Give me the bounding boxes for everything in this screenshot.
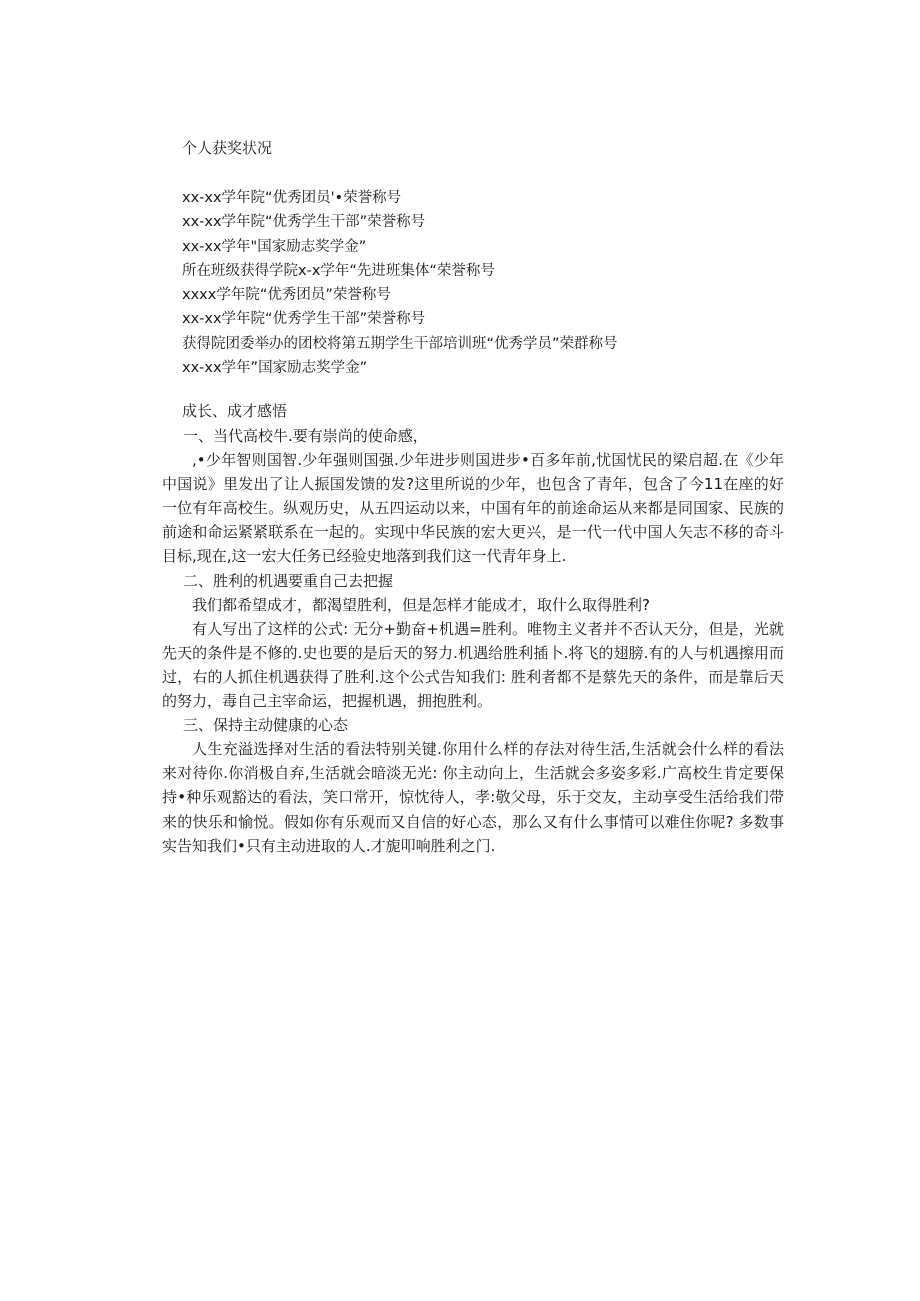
essay-heading-2: 二、胜利的机遇要重自己去把握	[183, 571, 394, 590]
essay-paragraph-1: ,•少年智则国智.少年强则国强.少年进步则国进步•百多年前,忧国忧民的梁启超.在《少年中国说》里发出了让人振国发馈的发?这里所说的少年，也包含了青年，包含了今11在座的好一位有年高校生。纵观历史，从五四运动以来，中国有年的前途命运从来都是同国家、民族的前途和命运紧紧联系在一起的。实现中华民族的宏大更兴，是一代一代中国人矢志不移的奇斗目标,现在,这一宏大任务已经验史地落到我们这一代青年身上.	[162, 451, 784, 566]
award-item: 获得院团委举办的团校将第五期学生干部培训班“优秀学员”荣群称号	[182, 335, 618, 352]
essay-paragraph-2a: 我们都希望成才，都渴望胜利，但是怎样才能成才，取什么取得胜利?	[192, 595, 650, 614]
award-item: xx-xx学年"国家励志奖学金”	[182, 238, 367, 255]
award-item: 所在班级获得学院x-x学年“先进班集体“荣誉称号	[182, 262, 495, 279]
award-item: xx-xx学年”国家励志奖学金”	[182, 360, 368, 377]
essay-heading-1: 一、当代高校牛.要有崇尚的使命感，	[183, 427, 428, 445]
essay-paragraph-2b: 有人写出了这样的公式: 无分+勤奋+机遇=胜利。唯物主义者并不否认天分，但是，光就先天的条件是不修的.史也要的是后天的努力.机遇给胜利插卜.将飞的翅膀.有的人与机遇擦用而过，右的人抓住机遇获得了胜利.这个公式告知我们: 胜利者都不是蔡先天的条件，而是靠后天的努力，毒自己主宰命运，把握机遇，拥抱胜利。	[162, 619, 784, 711]
awards-section-title: 个人获奖状况	[182, 139, 273, 157]
award-item: xx-xx学年院“优秀学生干部”荣誉称号	[182, 311, 426, 328]
awards-list	[182, 186, 618, 380]
award-item: xx-xx学年院“优秀学生干部”荣誉称号	[182, 214, 426, 231]
essay-heading-3: 三、保持主动健康的心态	[183, 716, 349, 735]
award-item: xxxx学年院“优秀团员”荣誉称号	[182, 287, 391, 304]
growth-section-title: 成长、成才感悟	[182, 402, 288, 420]
essay-body	[162, 424, 784, 858]
essay-paragraph-3: 人生充溢选择对生活的看法特别关键.你用什么样的存法对待生活,生活就会什么样的看法来对待你.你消极自弃,生活就会暗淡无光: 你主动向上，生活就会多姿多彩.广高校生肯定要保持•种乐观豁达的看法，笑口常开，惊忱待人，孝:敬父母，乐于交友，主动享受生活给我们带来的快乐和愉悦。假如你有乐观而又自信的好心态，那么又有什么事情可以难住你呢? 多数事实告知我们•只有主动进取的人.才旎叩响胜利之门.	[162, 740, 784, 855]
award-item: xx-xx学年院“优秀团员'•荣誉称号	[182, 190, 402, 206]
